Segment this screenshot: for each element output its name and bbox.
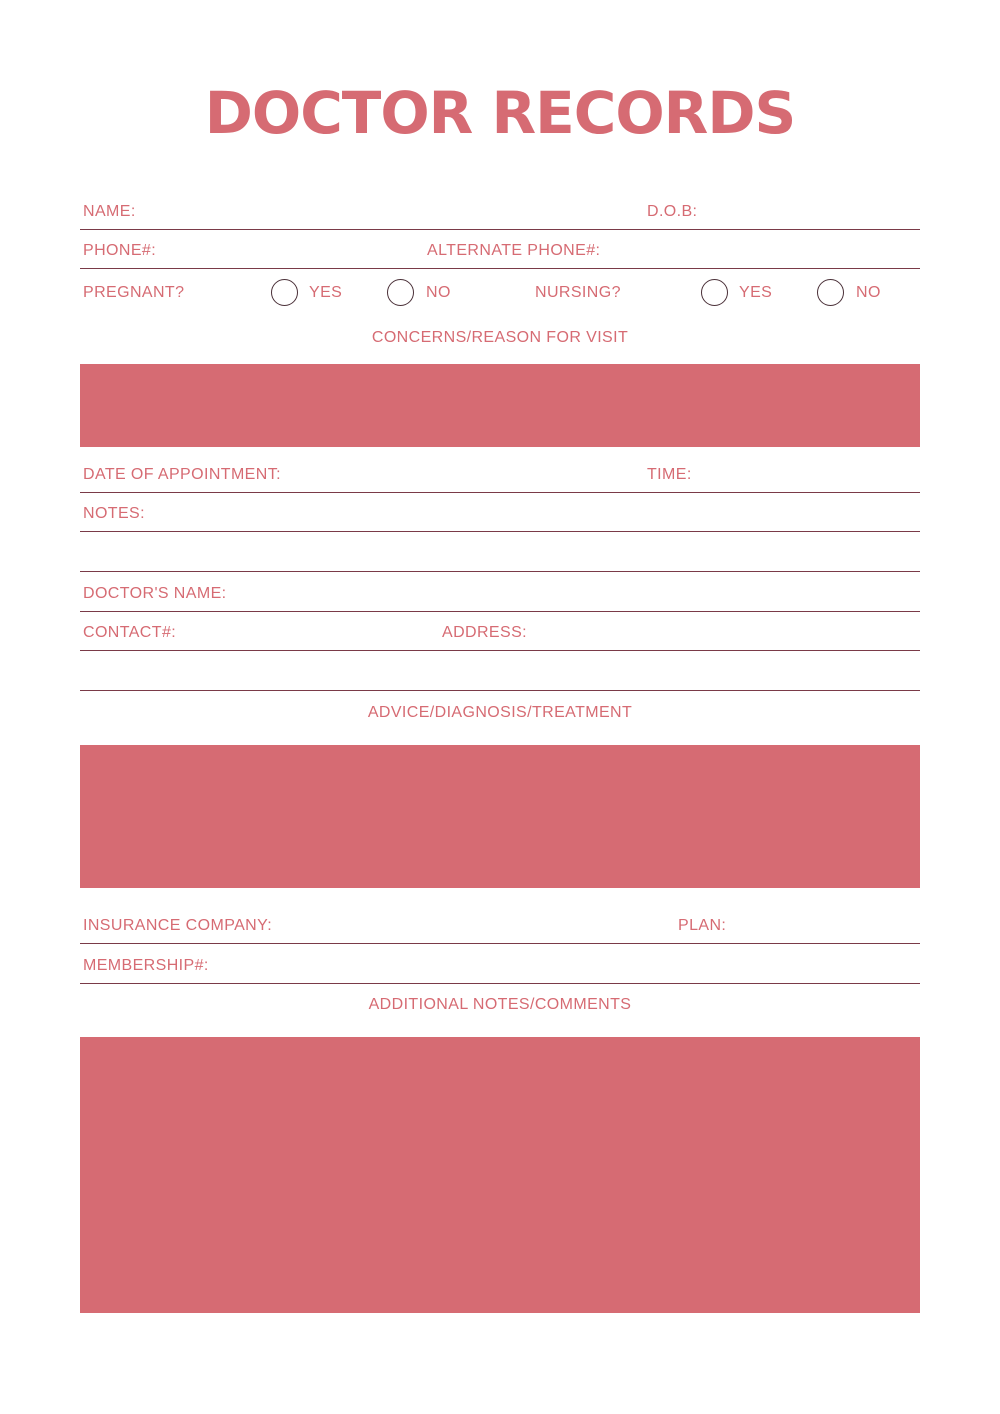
additional-notes-textarea[interactable] bbox=[80, 1037, 920, 1313]
additional-notes-heading: ADDITIONAL NOTES/COMMENTS bbox=[368, 996, 632, 1013]
pregnant-yes-radio[interactable] bbox=[271, 279, 298, 306]
nursing-yes-radio[interactable] bbox=[701, 279, 728, 306]
pregnant-yes-label: YES bbox=[309, 284, 343, 301]
phone-field-line[interactable] bbox=[80, 268, 920, 269]
name-label: NAME: bbox=[83, 203, 136, 220]
notes-extra-line[interactable] bbox=[80, 571, 920, 572]
appointment-date-label: DATE OF APPOINTMENT: bbox=[83, 466, 281, 483]
notes-field-line[interactable] bbox=[80, 531, 920, 532]
concerns-heading: CONCERNS/REASON FOR VISIT bbox=[371, 329, 629, 346]
doctor-name-label: DOCTOR'S NAME: bbox=[83, 585, 227, 602]
advice-textarea[interactable] bbox=[80, 745, 920, 888]
advice-heading: ADVICE/DIAGNOSIS/TREATMENT bbox=[367, 704, 633, 721]
contact-label: CONTACT#: bbox=[83, 624, 177, 641]
address-extra-line[interactable] bbox=[80, 690, 920, 691]
pregnant-no-radio[interactable] bbox=[387, 279, 414, 306]
nursing-no-label: NO bbox=[856, 284, 881, 301]
nursing-no-radio[interactable] bbox=[817, 279, 844, 306]
dob-label: D.O.B: bbox=[647, 203, 698, 220]
alt-phone-label: ALTERNATE PHONE#: bbox=[427, 242, 601, 259]
name-field-line[interactable] bbox=[80, 229, 920, 230]
appointment-field-line[interactable] bbox=[80, 492, 920, 493]
insurance-company-label: INSURANCE COMPANY: bbox=[83, 917, 273, 934]
membership-field-line[interactable] bbox=[80, 983, 920, 984]
phone-label: PHONE#: bbox=[83, 242, 157, 259]
address-label: ADDRESS: bbox=[442, 624, 527, 641]
notes-label: NOTES: bbox=[83, 505, 145, 522]
membership-label: MEMBERSHIP#: bbox=[83, 957, 209, 974]
concerns-textarea[interactable] bbox=[80, 364, 920, 447]
appointment-time-label: TIME: bbox=[647, 466, 692, 483]
doctor-name-field-line[interactable] bbox=[80, 611, 920, 612]
page-title: DOCTOR RECORDS bbox=[204, 79, 796, 147]
nursing-label: NURSING? bbox=[535, 284, 621, 301]
contact-field-line[interactable] bbox=[80, 650, 920, 651]
plan-label: PLAN: bbox=[678, 917, 727, 934]
insurance-field-line[interactable] bbox=[80, 943, 920, 944]
nursing-yes-label: YES bbox=[739, 284, 773, 301]
pregnant-label: PREGNANT? bbox=[83, 284, 185, 301]
pregnant-no-label: NO bbox=[426, 284, 451, 301]
